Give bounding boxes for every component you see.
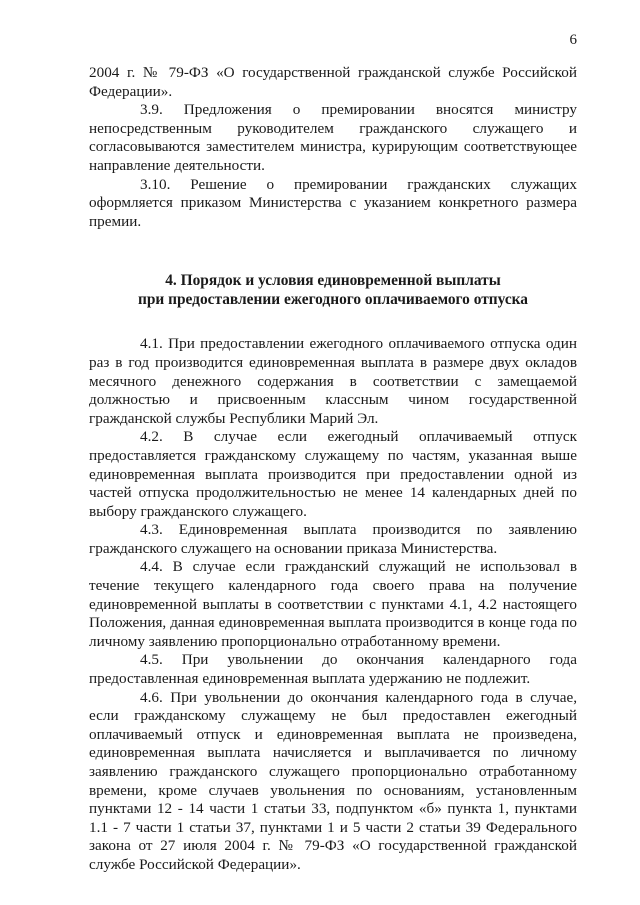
document-body <box>89 64 577 875</box>
paragraph-4-4: 4.4. В случае если гражданский служащий не использовал в течение текущего календарного года своего права на получение единовременной выплаты в соответствии с пунктами 4.1, 4.2 настоящего Положения, данная единовременная выплата производится в конце года по личному заявлению пропорционально отработанному времени. <box>89 558 577 650</box>
paragraph-4-6: 4.6. При увольнении до окончания календарного года в случае, если гражданскому служащему не был предоставлен ежегодный оплачиваемый отпуск и единовременная выплата не произведена, единовременная выплата начисляется и выплачивается по личному заявлению гражданского служащего пропорционально отработанному времени, кроме случаев увольнения по основаниям, установленным пунктами 12 - 14 части 1 статьи 33, подпунктом «б» пункта 1, пунктами 1.1 - 7 части 1 статьи 37, пунктами 1 и 5 части 2 статьи 39 Федерального закона от 27 июля 2004 г. № 79-ФЗ «О государственной гражданской службе Российской Федерации». <box>89 688 577 873</box>
paragraph-continuation: 2004 г. № 79-ФЗ «О государственной гражданской службе Российской Федерации». <box>89 64 577 100</box>
paragraph-4-5: 4.5. При увольнении до окончания календарного года предоставленная единовременная выплата удержанию не подлежит. <box>89 651 577 688</box>
section-title-line-2: при предоставлении ежегодного оплачиваемого отпуска <box>137 291 529 309</box>
paragraph-3-9: 3.9. Предложения о премировании вносятся министру непосредственным руководителем гражданского служащего и согласовываются заместителем министра, курирующим соответствующее направление деятельности. <box>89 101 577 174</box>
paragraph-3-10: 3.10. Решение о премировании гражданских служащих оформляется приказом Министерства с указанием конкретного размера премии. <box>89 175 577 230</box>
paragraph-4-3: 4.3. Единовременная выплата производится по заявлению гражданского служащего на основании приказа Министерства. <box>89 521 577 557</box>
paragraph-4-2: 4.2. В случае если ежегодный оплачиваемый отпуск предоставляется гражданскому служащему по частям, указанная выше единовременная выплата производится при предоставлении одной из частей отпуска продолжительностью не менее 14 календарных дней по выбору гражданского служащего. <box>89 428 577 520</box>
page-number: 6 <box>569 32 577 48</box>
section-title-line-1: 4. Порядок и условия единовременной выплаты <box>165 272 501 290</box>
section-title <box>89 271 577 309</box>
paragraph-4-1: 4.1. При предоставлении ежегодного оплачиваемого отпуска один раз в год производится единовременная выплата в размере двух окладов месячного денежного содержания в соответствии с замещаемой должностью и присвоенным классным чином государственной гражданской службы Республики Марий Эл. <box>89 335 577 427</box>
